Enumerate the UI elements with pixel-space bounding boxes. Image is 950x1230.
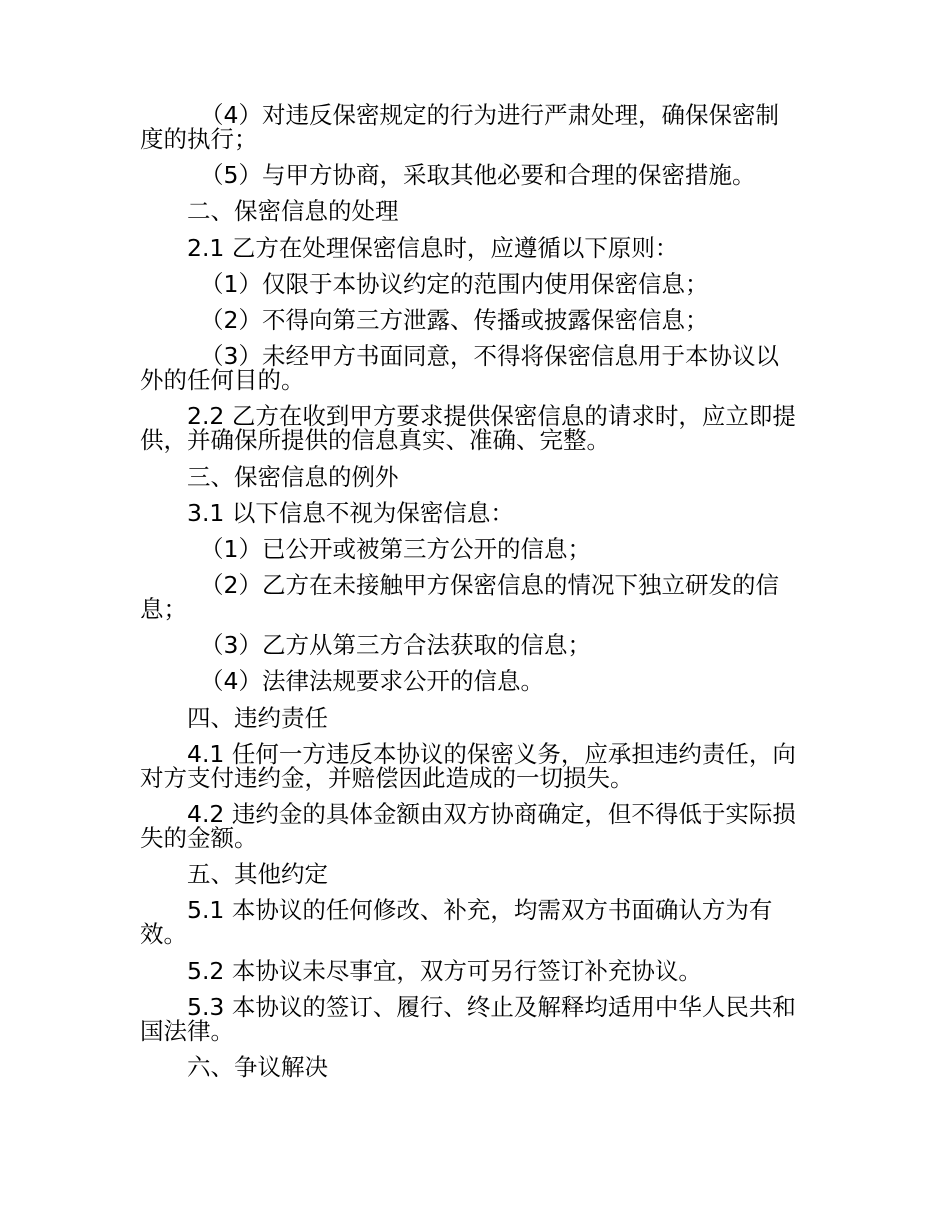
paragraph-item-4-violation-handling: （4）对违反保密规定的行为进行严肃处理，确保保密制度的执行；: [140, 101, 779, 153]
clause-5-2: 5.2 本协议未尽事宜，双方可另行签订补充协议。: [187, 956, 702, 985]
paragraph-item-3-1-3: （3）乙方从第三方合法获取的信息；: [200, 631, 591, 660]
clause-3-1: 3.1 以下信息不视为保密信息：: [187, 498, 514, 527]
clause-5-3: 5.3 本协议的签订、履行、终止及解释均适用中华人民共和国法律。: [140, 992, 796, 1045]
paragraph-item-2-1-3: （3）未经甲方书面同意，不得将保密信息用于本协议以外的任何目的。: [140, 342, 779, 395]
paragraph-item-3-1-1: （1）已公开或被第三方公开的信息；: [200, 534, 591, 563]
paragraph-item-2-1-2: （2）不得向第三方泄露、传播或披露保密信息；: [200, 305, 709, 334]
paragraph-item-3-1-4: （4）法律法规要求公开的信息。: [200, 667, 544, 696]
section-heading-4: 四、违约责任: [187, 703, 328, 732]
clause-2-2: 2.2 乙方在收到甲方要求提供保密信息的请求时，应立即提供，并确保所提供的信息真实、准确、完整。: [140, 402, 796, 455]
section-heading-3: 三、保密信息的例外: [187, 462, 399, 491]
paragraph-item-5-consult: （5）与甲方协商，采取其他必要和合理的保密措施。: [200, 161, 756, 190]
clause-4-2: 4.2 违约金的具体金额由双方协商确定，但不得低于实际损失的金额。: [140, 800, 796, 852]
section-heading-5: 五、其他约定: [187, 860, 328, 889]
paragraph-item-3-1-2: （2）乙方在未接触甲方保密信息的情况下独立研发的信息；: [140, 571, 779, 624]
clause-4-1: 4.1 任何一方违反本协议的保密义务，应承担违约责任，向对方支付违约金，并赔偿因此造成的一切损失。: [140, 739, 796, 792]
paragraph-item-2-1-1: （1）仅限于本协议约定的范围内使用保密信息；: [200, 269, 709, 298]
clause-2-1: 2.1 乙方在处理保密信息时，应遵循以下原则：: [187, 233, 679, 262]
section-heading-6: 六、争议解决: [187, 1052, 328, 1081]
document-body: [140, 103, 802, 1091]
clause-5-1: 5.1 本协议的任何修改、补充，均需双方书面确认方为有效。: [140, 896, 773, 949]
section-heading-2: 二、保密信息的处理: [187, 197, 399, 226]
